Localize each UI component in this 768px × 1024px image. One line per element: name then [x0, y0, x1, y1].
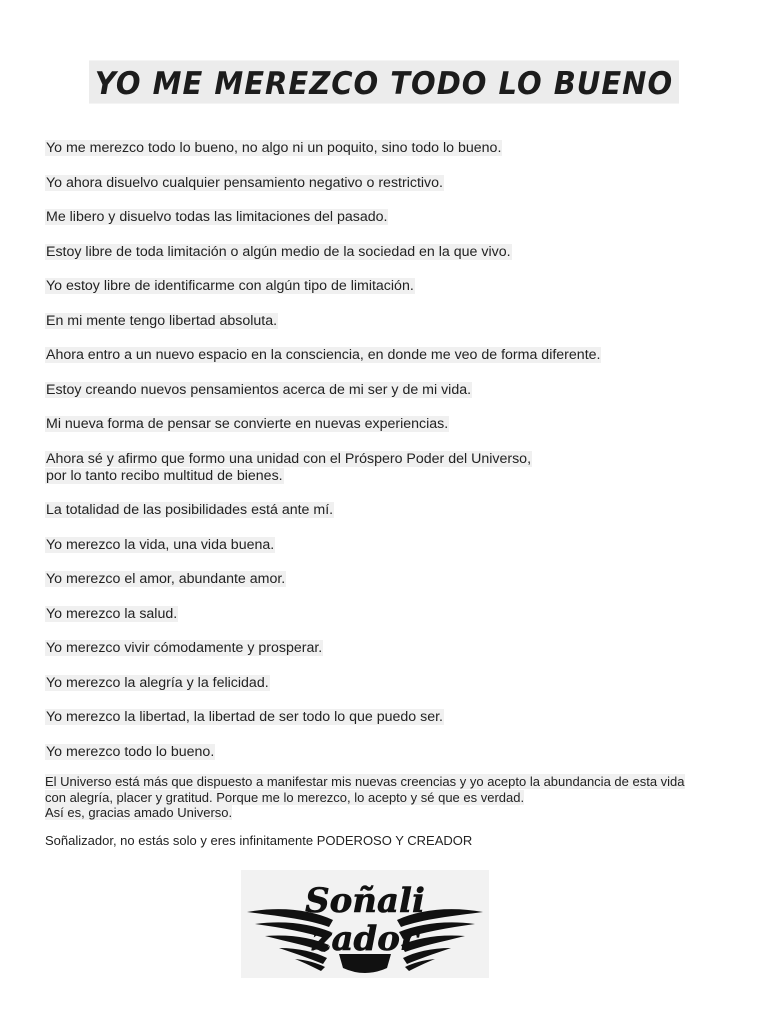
page-title: YO ME MEREZCO TODO LO BUENO — [89, 60, 679, 103]
affirmation — [45, 502, 735, 519]
affirmation — [45, 571, 735, 588]
affirmation-text: Yo merezco todo lo bueno. — [46, 743, 215, 760]
logo-text-line1: Soñali — [305, 881, 425, 921]
affirmation-text: Yo merezco vivir cómodamente y prosperar. — [46, 640, 323, 656]
affirmation — [45, 278, 735, 295]
affirmation-text: Estoy libre de toda limitación o algún medio de la sociedad en la que vivo. — [46, 243, 511, 260]
winged-logo-graphic — [241, 870, 489, 978]
closing-line: Así es, gracias amado Universo. — [45, 805, 233, 820]
affirmation — [45, 347, 735, 364]
affirmation-text: Yo merezco la libertad, la libertad de ser todo lo que puedo ser. — [46, 709, 443, 725]
affirmation-text: En mi mente tengo libertad absoluta. — [46, 312, 278, 329]
affirmation-text: La totalidad de las posibilidades está ante mí. — [46, 502, 334, 518]
affirmation-text: Estoy creando nuevos pensamientos acerca de mi ser y de mi vida. — [46, 381, 472, 398]
affirmation — [45, 382, 735, 399]
logo-text-line2: zador — [312, 919, 418, 959]
affirmation-text: Yo merezco la alegría y la felicidad. — [46, 674, 269, 691]
affirmation-text: Yo merezco el amor, abundante amor. — [46, 571, 286, 587]
document-body — [45, 140, 735, 848]
sonalizador-logo — [241, 870, 489, 978]
affirmation-text: Yo merezco la vida, una vida buena. — [46, 536, 275, 553]
affirmation — [45, 313, 735, 330]
affirmation — [45, 537, 735, 554]
affirmation — [45, 209, 735, 226]
closing-line: con alegría, placer y gratitud. Porque me lo merezco, lo acepto y sé que es verdad. — [45, 789, 525, 805]
affirmation — [45, 640, 735, 657]
affirmation-text: Ahora sé y afirmo que formo una unidad con el Próspero Poder del Universo, — [46, 450, 532, 467]
signoff-line: Soñalizador, no estás solo y eres infinitamente PODEROSO Y CREADOR — [45, 832, 473, 848]
affirmation-text: Yo ahora disuelvo cualquier pensamiento negativo o restrictivo. — [46, 174, 443, 191]
closing-line: El Universo está más que dispuesto a manifestar mis nuevas creencias y yo acepto la abundancia de esta vida — [45, 774, 685, 789]
affirmation — [45, 709, 735, 726]
affirmation-text: por lo tanto recibo multitud de bienes. — [46, 467, 283, 484]
affirmation — [45, 244, 735, 261]
affirmation — [45, 451, 735, 485]
affirmation — [45, 744, 735, 761]
affirmation — [45, 140, 735, 157]
affirmation-text: Yo merezco la salud. — [46, 605, 178, 622]
affirmation-text: Mi nueva forma de pensar se convierte en nuevas experiencias. — [46, 416, 449, 432]
title-container — [0, 62, 768, 102]
affirmation-text: Yo estoy libre de identificarme con algún tipo de limitación. — [46, 278, 414, 294]
affirmation-text: Yo me merezco todo lo bueno, no algo ni un poquito, sino todo lo bueno. — [46, 140, 502, 156]
affirmation — [45, 416, 735, 433]
affirmation — [45, 675, 735, 692]
affirmation-text: Me libero y disuelvo todas las limitaciones del pasado. — [46, 209, 388, 225]
affirmation — [45, 175, 735, 192]
closing-paragraph — [45, 774, 735, 821]
affirmation — [45, 606, 735, 623]
affirmation-text: Ahora entro a un nuevo espacio en la consciencia, en donde me veo de forma diferente. — [46, 347, 601, 363]
